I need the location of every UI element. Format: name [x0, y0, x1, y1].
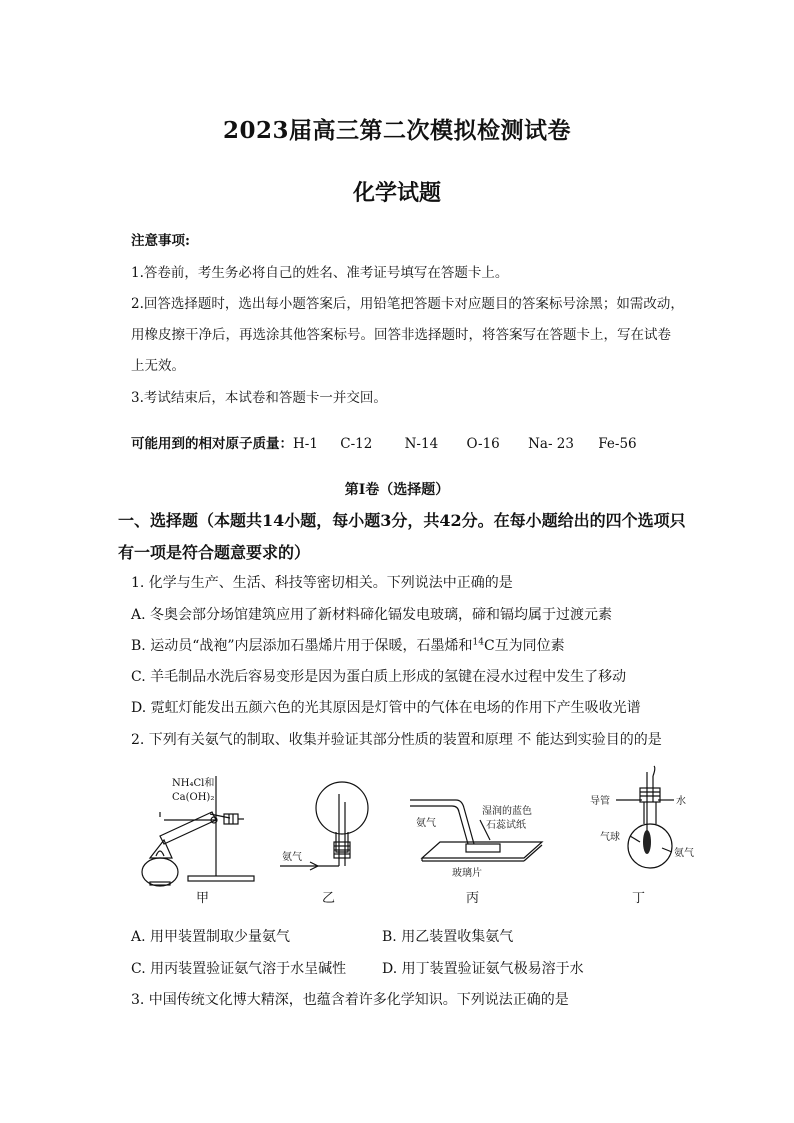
paper-subtitle: 化学试题 — [352, 180, 441, 206]
ding-balloon-label: 气球 — [600, 832, 620, 843]
label-jia: 甲 — [196, 891, 210, 906]
q2-option-c: C. 用丙装置验证氨气溶于水呈碱性 — [131, 961, 347, 977]
atomic-mass-o: O-16 — [466, 436, 500, 452]
yi-ammonia-label: 氨气 — [282, 852, 302, 863]
label-yi: 乙 — [322, 891, 336, 906]
q2-apparatus-figure — [120, 762, 710, 912]
label-bing: 丙 — [466, 891, 480, 906]
atomic-mass-n: N-14 — [404, 436, 439, 452]
q1-stem: 1. 化学与生产、生活、科技等密切相关。下列说法中正确的是 — [131, 575, 513, 591]
part1-label: 第Ⅰ卷（选择题） — [344, 482, 450, 498]
atomic-mass-h: H-1 — [293, 436, 318, 452]
apparatus-ding — [616, 766, 674, 868]
q1-option-d: D. 霓虹灯能发出五颜六色的光其原因是灯管中的气体在电场的作用下产生吸收光谱 — [131, 700, 641, 716]
q1-option-b-post: C互为同位素 — [483, 638, 565, 654]
bing-ammonia-label: 氨气 — [416, 818, 436, 829]
ding-balloon-shape — [643, 830, 651, 854]
reagent-label-1: NH₄Cl和 — [172, 778, 215, 789]
ding-water-label: 水 — [676, 796, 686, 807]
q1-option-b — [131, 635, 565, 655]
atomic-mass-c: C-12 — [340, 436, 373, 452]
q2-option-b: B. 用乙装置收集氨气 — [382, 929, 514, 945]
paper-title: 2023届高三第二次模拟检测试卷 — [222, 117, 571, 144]
section-heading-line2: 有一项是符合题意要求的） — [118, 543, 311, 562]
q2-stem: 2. 下列有关氨气的制取、收集并验证其部分性质的装置和原理 不 能达到实验目的的是 — [131, 732, 662, 748]
q1-option-b-sup: 14 — [472, 637, 484, 648]
atomic-mass-line — [131, 432, 637, 452]
bing-glass-label: 玻璃片 — [452, 868, 482, 879]
atomic-mass-na: Na- 23 — [528, 436, 574, 452]
q1-option-c: C. 羊毛制品水洗后容易变形是因为蛋白质上形成的氢键在浸水过程中发生了移动 — [131, 669, 627, 685]
q3-stem: 3. 中国传统文化博大精深，也蕴含着许多化学知识。下列说法正确的是 — [131, 992, 569, 1008]
reagent-label-2: Ca(OH)₂ — [172, 792, 215, 803]
notice-heading: 注意事项: — [131, 233, 190, 249]
q2-option-a: A. 用甲装置制取少量氨气 — [131, 929, 291, 945]
q1-option-a: A. 冬奥会部分场馆建筑应用了新材料碲化镉发电玻璃，碲和镉均属于过渡元素 — [131, 607, 613, 623]
q1-option-b-pre: B. 运动员“战袍”内层添加石墨烯片用于保暖，石墨烯和 — [131, 638, 473, 654]
ding-tube-label: 导管 — [590, 796, 610, 807]
notice-item-2-end: 上无效。 — [131, 358, 185, 374]
atomic-mass-label: 可能用到的相对原子质量： — [131, 436, 293, 452]
notice-item-2-cont: 用橡皮擦干净后，再选涂其他答案标号。回答非选择题时，将答案写在答题卡上，写在试卷 — [131, 327, 671, 343]
bing-paper-label-2: 石蕊试纸 — [486, 820, 526, 831]
notice-item-2: 2.回答选择题时，选出每小题答案后，用铅笔把答题卡对应题目的答案标号涂黑；如需改动， — [131, 296, 684, 312]
q2-option-d: D. 用丁装置验证氨气极易溶于水 — [382, 961, 584, 977]
notice-item-3: 3.考试结束后，本试卷和答题卡一并交回。 — [131, 390, 387, 406]
ding-ammonia-label: 氨气 — [674, 848, 694, 859]
label-ding: 丁 — [632, 891, 646, 906]
atomic-mass-fe: Fe-56 — [598, 436, 637, 452]
notice-item-1: 1.答卷前，考生务必将自己的姓名、准考证号填写在答题卡上。 — [131, 265, 509, 281]
section-heading-line1: 一、选择题（本题共14小题，每小题3分，共42分。在每小题给出的四个选项只 — [118, 511, 686, 530]
bing-paper-label-1: 湿润的蓝色 — [482, 806, 532, 817]
